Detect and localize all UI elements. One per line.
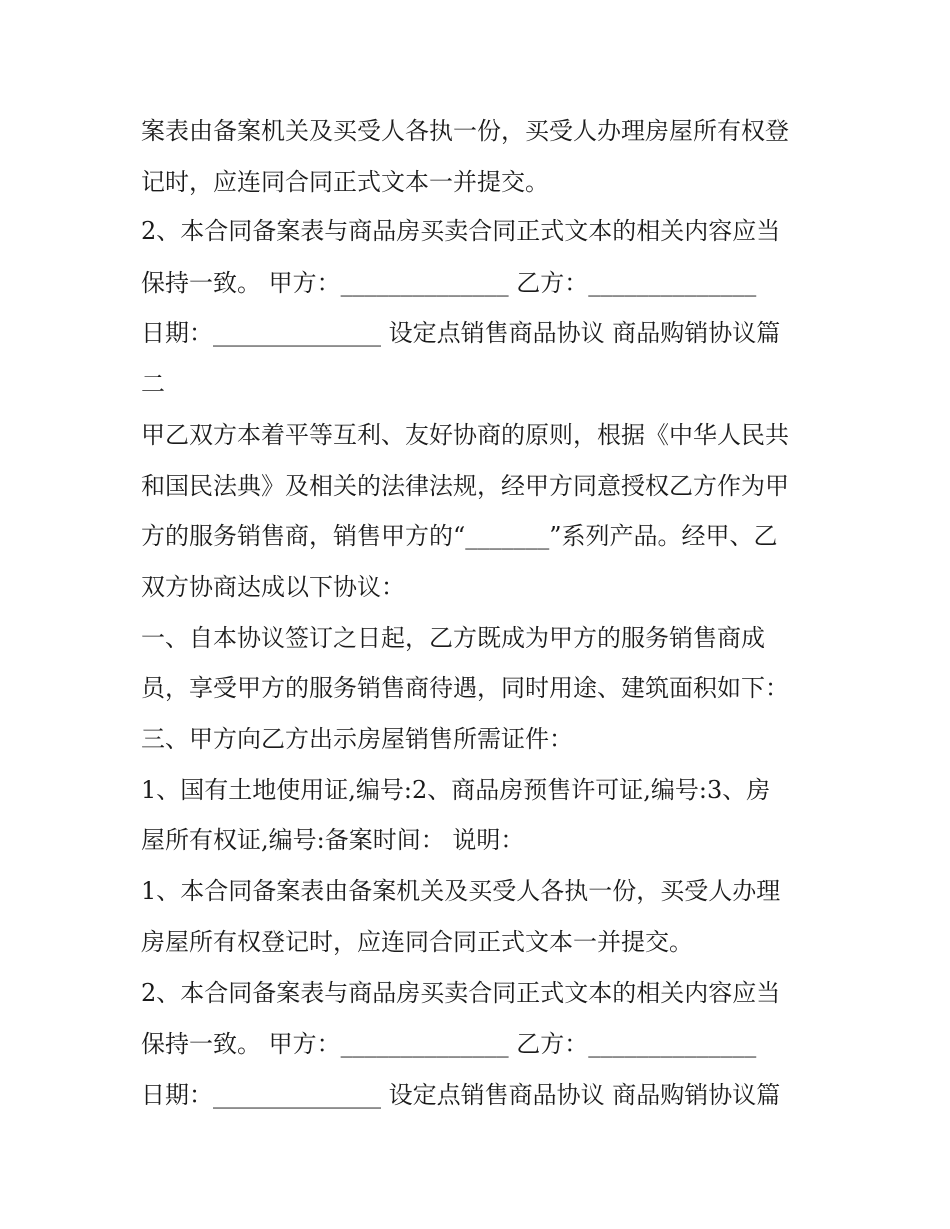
text-line: 甲乙双方本着平等互利、友好协商的原则，根据《中华人民共 <box>141 421 789 449</box>
text-line: 1、本合同备案表由备案机关及买受人各执一份，买受人办理 <box>141 877 781 905</box>
text-line: 二 <box>141 370 165 398</box>
text-line: 2、本合同备案表与商品房买卖合同正式文本的相关内容应当 <box>141 217 781 245</box>
text-line: 双方协商达成以下协议： <box>141 573 405 601</box>
text-line: 案表由备案机关及买受人各执一份，买受人办理房屋所有权登 <box>141 117 789 145</box>
text-line: 员，享受甲方的服务销售商待遇，同时用途、建筑面积如下： <box>141 674 789 702</box>
text-line: 和国民法典》及相关的法律法规，经甲方同意授权乙方作为甲 <box>141 472 789 500</box>
text-line: 屋所有权证,编号:备案时间： 说明： <box>141 826 525 854</box>
text-line: 方的服务销售商，销售甲方的“_______”系列产品。经甲、乙 <box>141 522 778 550</box>
text-line: 保持一致。 甲方：______________ 乙方：______________ <box>141 269 757 297</box>
text-line: 房屋所有权登记时，应连同合同正式文本一并提交。 <box>141 928 693 956</box>
text-line: 保持一致。 甲方：______________ 乙方：______________ <box>141 1030 757 1058</box>
text-line: 日期：______________ 设定点销售商品协议 商品购销协议篇 <box>141 1081 781 1109</box>
text-line: 1、国有土地使用证,编号:2、商品房预售许可证,编号:3、房 <box>141 776 771 804</box>
text-line: 记时，应连同合同正式文本一并提交。 <box>141 168 549 196</box>
text-line: 日期：______________ 设定点销售商品协议 商品购销协议篇 <box>141 319 781 347</box>
text-line: 2、本合同备案表与商品房买卖合同正式文本的相关内容应当 <box>141 979 781 1007</box>
text-line: 一、自本协议签订之日起，乙方既成为甲方的服务销售商成 <box>141 624 765 652</box>
text-line: 三、甲方向乙方出示房屋销售所需证件： <box>141 725 573 753</box>
